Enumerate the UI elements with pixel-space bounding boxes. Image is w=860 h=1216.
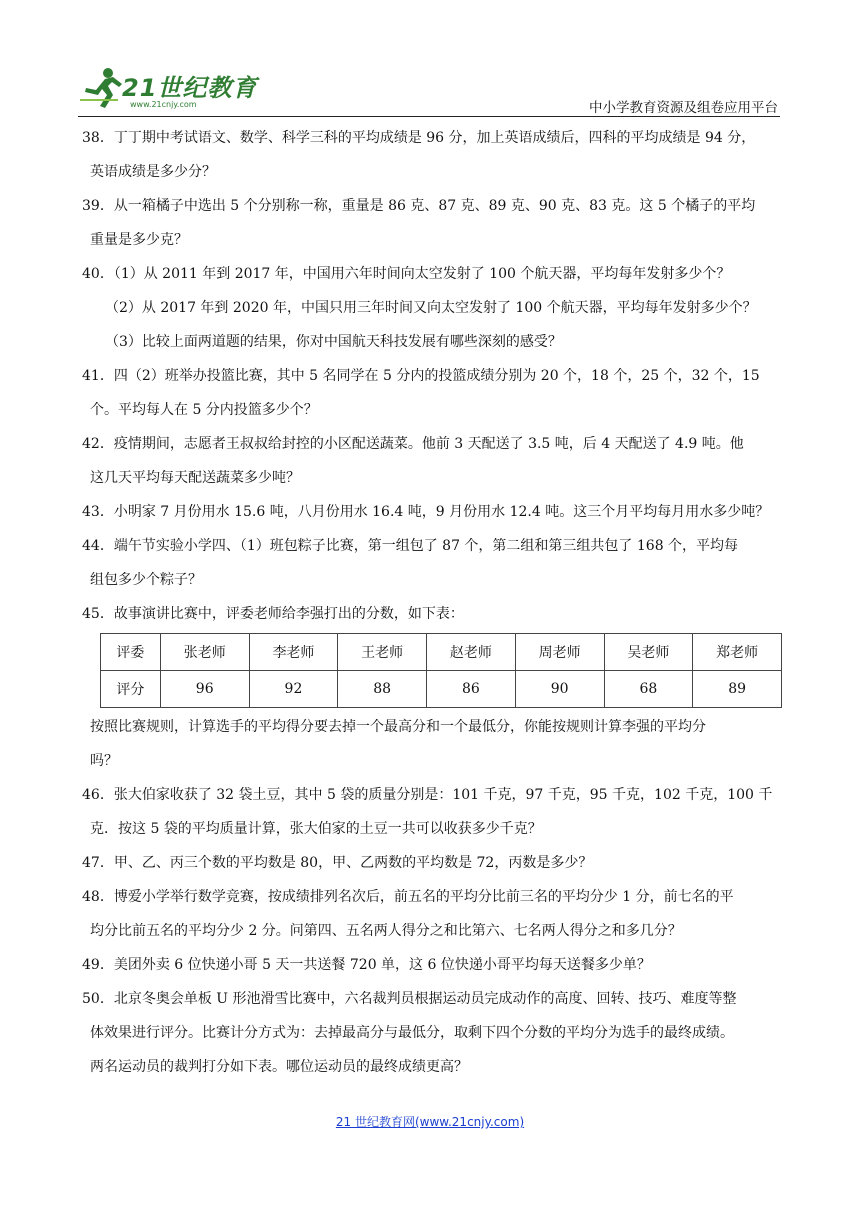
table-cell: 评分 — [101, 671, 161, 708]
logo — [78, 60, 268, 116]
header-divider — [78, 116, 780, 117]
question-49-line-1: 49．美团外卖 6 位快递小哥 5 天一共送餐 720 单，这 6 位快递小哥平均每天送餐多少单？ — [82, 957, 651, 973]
table-cell: 86 — [427, 671, 516, 708]
question-50-line-3: 两名运动员的裁判打分如下表。哪位运动员的最终成绩更高？ — [90, 1059, 468, 1075]
question-39-line-1: 39．从一箱橘子中选出 5 个分别称一称，重量是 86 克、87 克、89 克、90 克、83 克。这 5 个橘子的平均 — [82, 198, 756, 214]
score-table — [100, 633, 782, 708]
table-cell: 88 — [338, 671, 427, 708]
question-43-line-1: 43．小明家 7 月份用水 15.6 吨，八月份用水 16.4 吨，9 月份用水 12.4 吨。这三个月平均每月用水多少吨？ — [82, 504, 770, 520]
logo-text: 21世纪教育 — [122, 74, 258, 102]
table-cell: 92 — [249, 671, 338, 708]
question-45-line-1: 45．故事演讲比赛中，评委老师给李强打出的分数，如下表： — [82, 606, 464, 622]
table-cell: 吴老师 — [604, 634, 693, 671]
question-40-line-1: 40．（1）从 2011 年到 2017 年，中国用六年时间向太空发射了 100 个航天器，平均每年发射多少个？ — [82, 266, 731, 282]
table-cell: 王老师 — [338, 634, 427, 671]
table-cell: 68 — [604, 671, 693, 708]
question-48-line-1: 48．博爱小学举行数学竞赛，按成绩排列名次后，前五名的平均分比前三名的平均分少 1 分，前七名的平 — [82, 889, 734, 905]
question-38-line-2: 英语成绩是多少分？ — [90, 164, 216, 180]
question-45-line-2: 按照比赛规则，计算选手的平均得分要去掉一个最高分和一个最低分，你能按规则计算李强的平均分 — [90, 719, 706, 735]
question-46-line-1: 46．张大伯家收获了 32 袋土豆，其中 5 袋的质量分别是：101 千克，97 千克，95 千克，102 千克，100 千 — [82, 787, 773, 803]
table-cell: 90 — [515, 671, 604, 708]
question-45-line-3: 吗？ — [90, 753, 118, 769]
question-41-line-2: 个。平均每人在 5 分内投篮多少个？ — [90, 402, 318, 418]
question-47-line-1: 47．甲、乙、丙三个数的平均数是 80，甲、乙两数的平均数是 72，丙数是多少？ — [82, 855, 593, 871]
table-cell: 96 — [160, 671, 249, 708]
page-header — [78, 60, 780, 120]
question-50-line-1: 50．北京冬奥会单板 U 形池滑雪比赛中，六名裁判员根据运动员完成动作的高度、回转、技巧、难度等整 — [82, 991, 737, 1007]
table-cell: 郑老师 — [693, 634, 782, 671]
table-row — [101, 634, 782, 671]
question-48-line-2: 均分比前五名的平均分少 2 分。问第四、五名两人得分之和比第六、七名两人得分之和多几分？ — [90, 923, 682, 939]
table-cell: 89 — [693, 671, 782, 708]
question-42-line-1: 42．疫情期间，志愿者王叔叔给封控的小区配送蔬菜。他前 3 天配送了 3.5 吨，后 4 天配送了 4.9 吨。他 — [82, 436, 744, 452]
table-cell: 张老师 — [160, 634, 249, 671]
logo-subtext: www.21cnjy.com — [130, 100, 197, 109]
question-39-line-2: 重量是多少克？ — [90, 232, 188, 248]
footer-link[interactable]: 21 世纪教育网(www.21cnjy.com) — [335, 1115, 525, 1129]
table-cell: 赵老师 — [427, 634, 516, 671]
table-cell: 李老师 — [249, 634, 338, 671]
table-cell: 评委 — [101, 634, 161, 671]
question-50-line-2: 体效果进行评分。比赛计分方式为：去掉最高分与最低分，取剩下四个分数的平均分为选手的最终成绩。 — [90, 1025, 734, 1041]
question-list — [82, 121, 782, 1084]
table-cell: 周老师 — [515, 634, 604, 671]
platform-title: 中小学教育资源及组卷应用平台 — [589, 100, 778, 116]
question-44-line-2: 组包多少个粽子？ — [90, 572, 202, 588]
question-38-line-1: 38．丁丁期中考试语文、数学、科学三科的平均成绩是 96 分，加上英语成绩后，四科的平均成绩是 94 分， — [82, 130, 756, 146]
table-row — [101, 671, 782, 708]
question-40-line-3: （3）比较上面两道题的结果，你对中国航天科技发展有哪些深刻的感受？ — [105, 334, 562, 350]
question-42-line-2: 这几天平均每天配送蔬菜多少吨？ — [90, 470, 300, 486]
question-41-line-1: 41．四（2）班举办投篮比赛，其中 5 名同学在 5 分内的投篮成绩分别为 20 个，18 个，25 个，32 个，15 — [82, 368, 760, 384]
question-44-line-1: 44．端午节实验小学四、（1）班包粽子比赛，第一组包了 87 个，第二组和第三组共包了 168 个，平均每 — [82, 538, 739, 554]
runner-logo-icon — [78, 64, 124, 110]
question-40-line-2: （2）从 2017 年到 2020 年，中国只用三年时间又向太空发射了 100 个航天器，平均每年发射多少个？ — [105, 300, 757, 316]
question-46-line-2: 克．按这 5 袋的平均质量计算，张大伯家的土豆一共可以收获多少千克？ — [90, 821, 542, 837]
